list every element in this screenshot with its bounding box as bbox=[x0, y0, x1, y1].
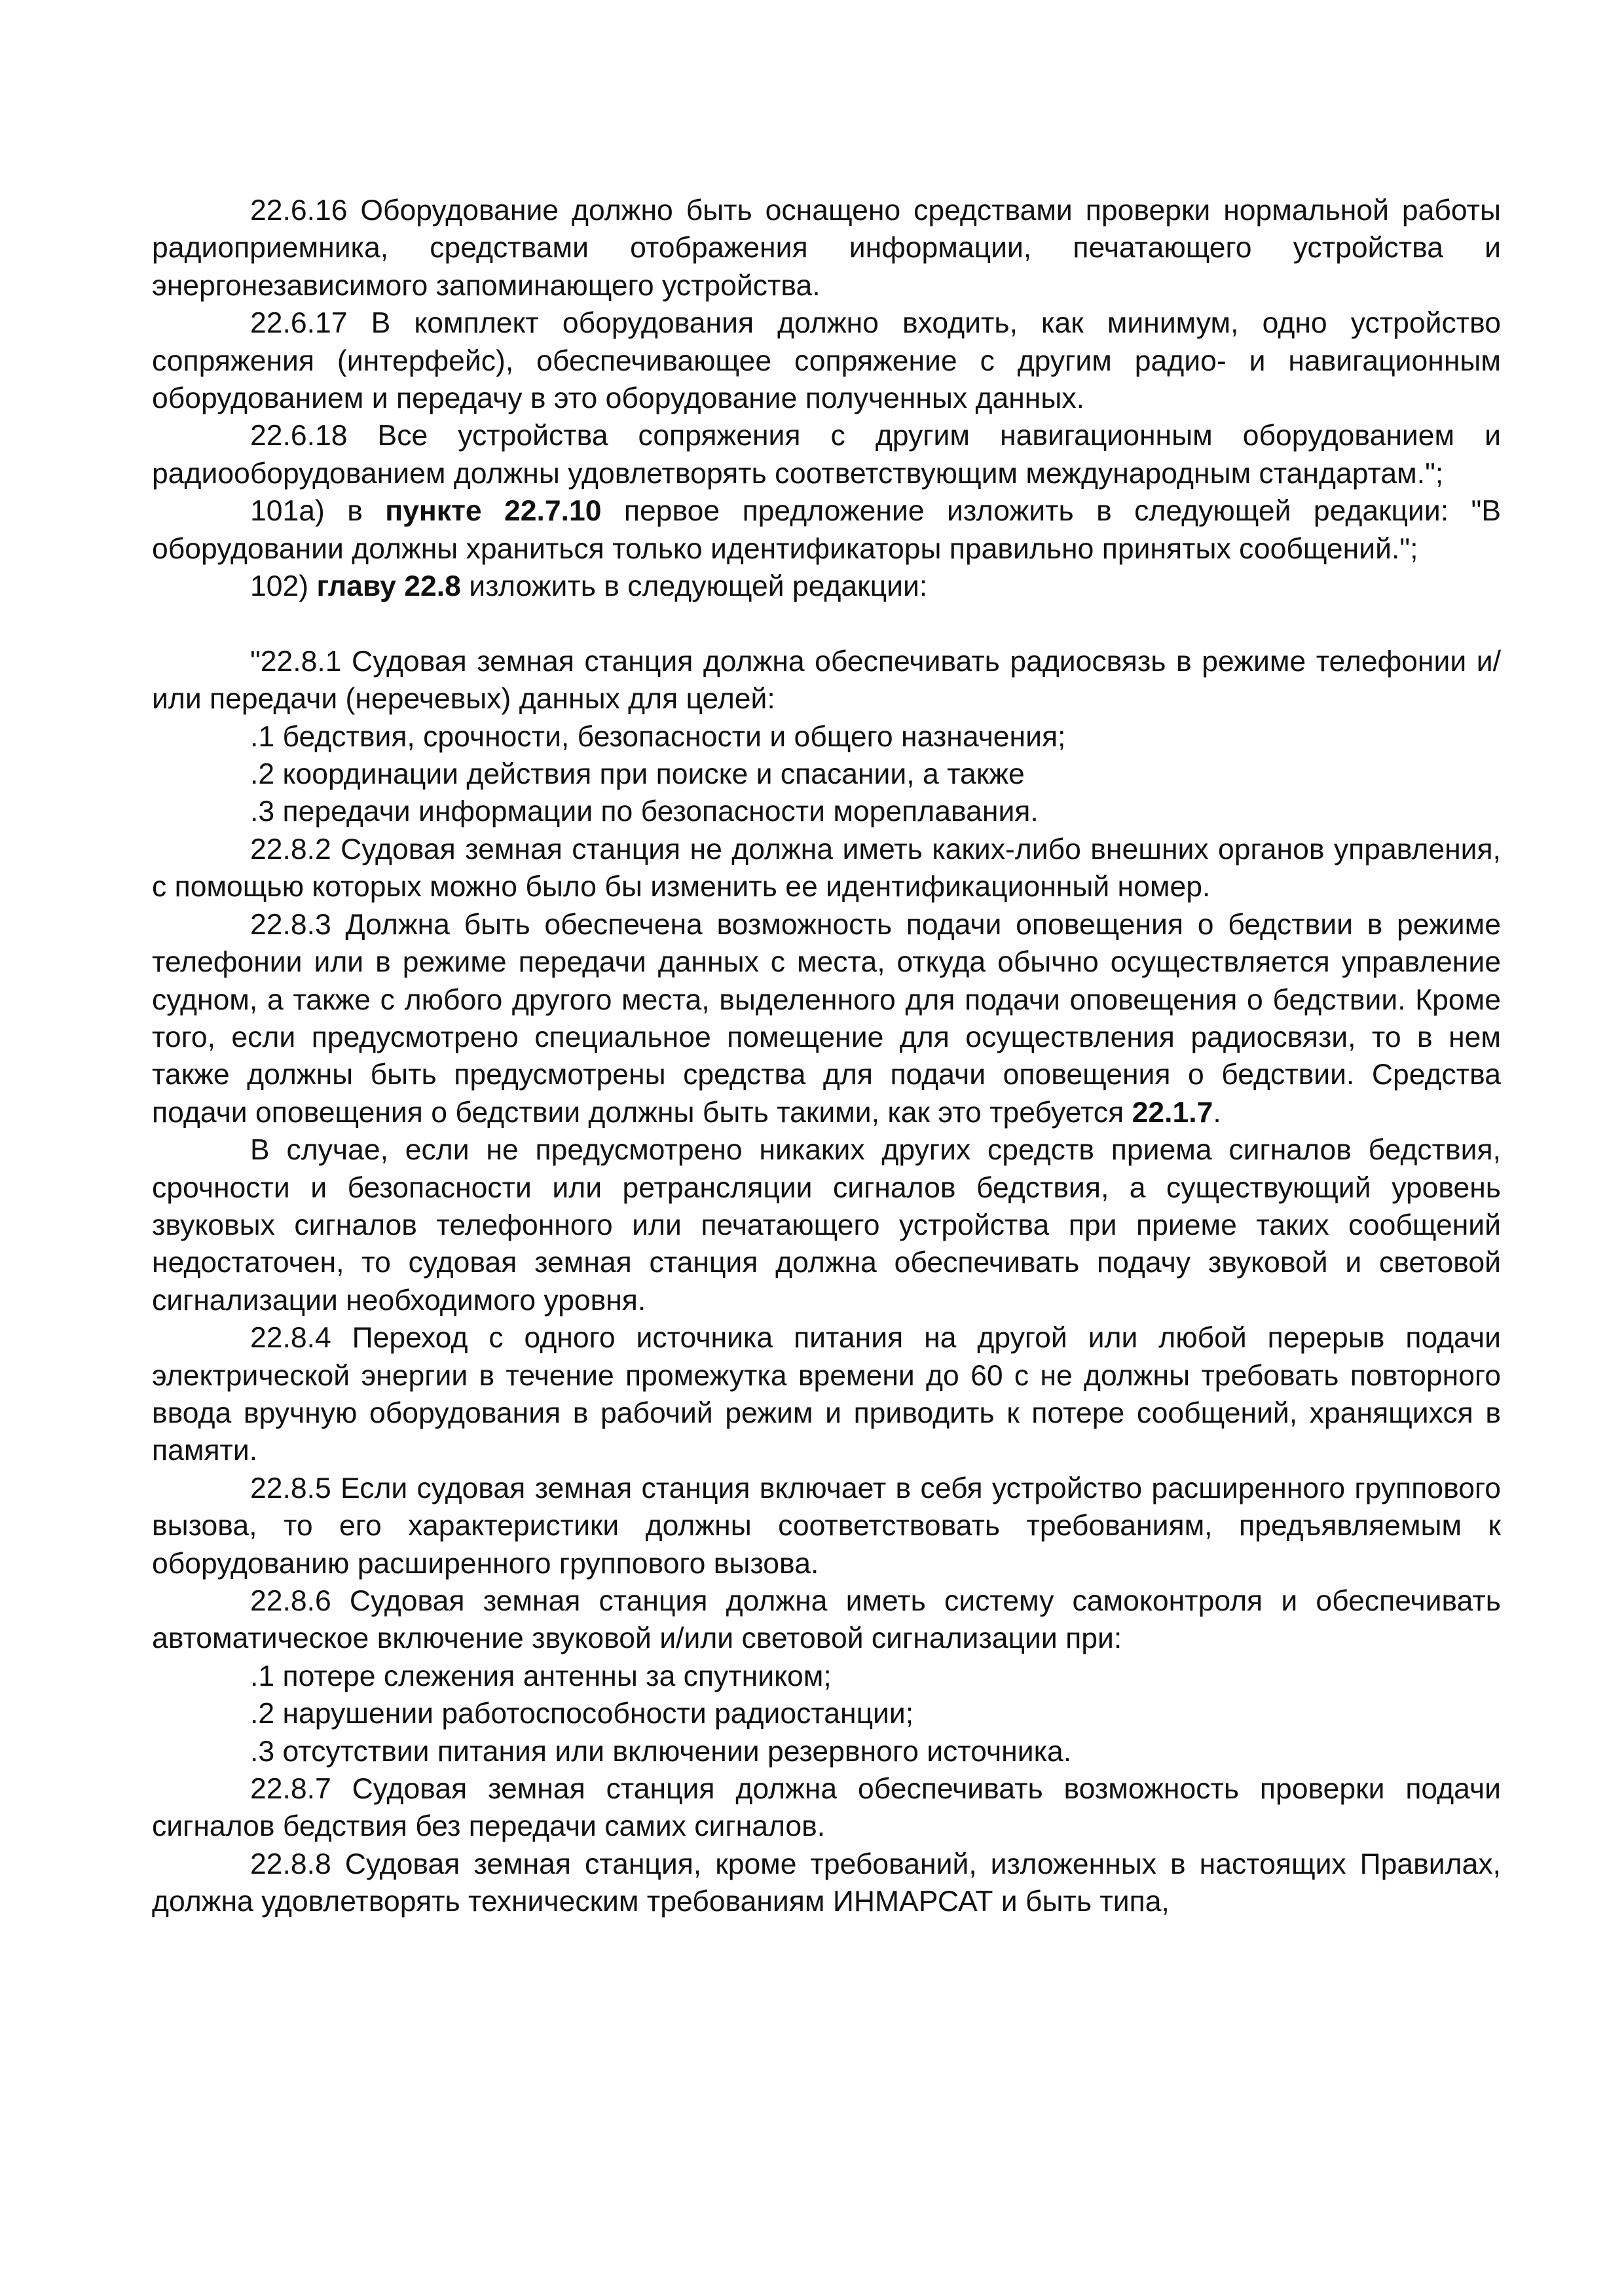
list-item-22-8-6-1: .1 потере слежения антенны за спутником; bbox=[250, 1660, 832, 1692]
paragraph-102-lead: 102) bbox=[250, 570, 317, 603]
list-item-22-8-1-1: .1 бедствия, срочности, безопасности и общего назначения; bbox=[250, 720, 1066, 753]
paragraph-22-8-8: 22.8.8 Судовая земная станция, кроме требований, изложенных в настоящих Правилах, должна удовлетворять техническим требованиям ИНМАРСАТ и быть типа, bbox=[152, 1848, 1501, 1918]
paragraph-22-6-16: 22.6.16 Оборудование должно быть оснащено средствами проверки нормальной работы радиоприемника, средствами отображения информации, печатающего устройства и энергонезависимого запоминающего устройства. bbox=[152, 194, 1501, 302]
paragraph-101a-lead: 101а) в bbox=[250, 495, 386, 528]
document-page bbox=[152, 192, 1501, 1921]
list-item-22-8-1-2: .2 координации действия при поиске и спасании, а также bbox=[250, 758, 1025, 791]
paragraph-22-8-3-end: . bbox=[1213, 1096, 1221, 1129]
paragraph-22-8-3-continued: В случае, если не предусмотрено никаких других средств приема сигналов бедствия, срочности и безопасности или ретрансляции сигналов бедствия, а существующий уровень звуковых сигналов телефонного или печатающего устройства при приеме таких сообщений недостаточен, то судовая земная станция должна обеспечивать подачу звуковой и световой сигнализации необходимого уровня. bbox=[152, 1134, 1501, 1317]
paragraph-101a-rest: первое предложение изложить в следующей редакции: "В оборудовании должны храниться только идентификаторы правильно принятых сообщений."; bbox=[152, 495, 1502, 565]
paragraph-22-8-3-bold-ref: 22.1.7 bbox=[1132, 1096, 1213, 1129]
paragraph-102-bold-ref: главу 22.8 bbox=[316, 570, 461, 603]
paragraph-102 bbox=[152, 568, 1501, 605]
paragraph-22-6-17: 22.6.17 В комплект оборудования должно входить, как минимум, одно устройство сопряжения (интерфейс), обеспечивающее сопряжение с другим радио- и навигационным оборудованием и передачу в это оборудование полученных данных. bbox=[152, 307, 1501, 415]
paragraph-22-8-6: 22.8.6 Судовая земная станция должна иметь систему самоконтроля и обеспечивать автоматическое включение звуковой и/или световой сигнализации при: bbox=[152, 1585, 1501, 1655]
blank-line bbox=[152, 605, 1501, 642]
paragraph-22-8-3 bbox=[152, 906, 1501, 1131]
paragraph-22-8-4: 22.8.4 Переход с одного источника питания на другой или любой перерыв подачи электрической энергии в течение промежутка времени до 60 с не должны требовать повторного ввода вручную оборудования в рабочий режим и приводить к потере сообщений, хранящихся в памяти. bbox=[152, 1322, 1501, 1467]
list-item-22-8-6-3: .3 отсутствии питания или включении резервного источника. bbox=[250, 1735, 1072, 1768]
paragraph-22-8-5: 22.8.5 Если судовая земная станция включает в себя устройство расширенного группового вызова, то его характеристики должны соответствовать требованиям, предъявляемым к оборудованию расширенного группового вызова. bbox=[152, 1472, 1501, 1580]
list-item-22-8-1-3: .3 передачи информации по безопасности мореплавания. bbox=[250, 795, 1039, 828]
paragraph-101a-bold-ref: пункте 22.7.10 bbox=[385, 495, 602, 528]
paragraph-22-6-18: 22.6.18 Все устройства сопряжения с другим навигационным оборудованием и радиооборудованием должны удовлетворять соответствующим международным стандартам."; bbox=[152, 420, 1501, 490]
paragraph-22-8-1: "22.8.1 Судовая земная станция должна обеспечивать радиосвязь в режиме телефонии и/или передачи (неречевых) данных для целей: bbox=[152, 645, 1501, 716]
list-item-22-8-6-2: .2 нарушении работоспособности радиостанции; bbox=[250, 1698, 914, 1730]
paragraph-102-rest: изложить в следующей редакции: bbox=[460, 570, 928, 603]
paragraph-101a bbox=[152, 492, 1501, 568]
paragraph-22-8-2: 22.8.2 Судовая земная станция не должна иметь каких-либо внешних органов управления, с помощью которых можно было бы изменить ее идентификационный номер. bbox=[152, 833, 1501, 903]
paragraph-22-8-7: 22.8.7 Судовая земная станция должна обеспечивать возможность проверки подачи сигналов бедствия без передачи самих сигналов. bbox=[152, 1773, 1501, 1843]
paragraph-22-8-3-text: 22.8.3 Должна быть обеспечена возможность подачи оповещения о бедствии в режиме телефонии или в режиме передачи данных с места, откуда обычно осуществляется управление судном, а также с любого другого места, выделенного для подачи оповещения о бедствии. Кроме того, если предусмотрено специальное помещение для осуществления радиосвязи, то в нем также должны быть предусмотрены средства для подачи оповещения о бедствии. Средства подачи оповещения о бедствии должны быть такими, как это требуется bbox=[152, 908, 1501, 1129]
